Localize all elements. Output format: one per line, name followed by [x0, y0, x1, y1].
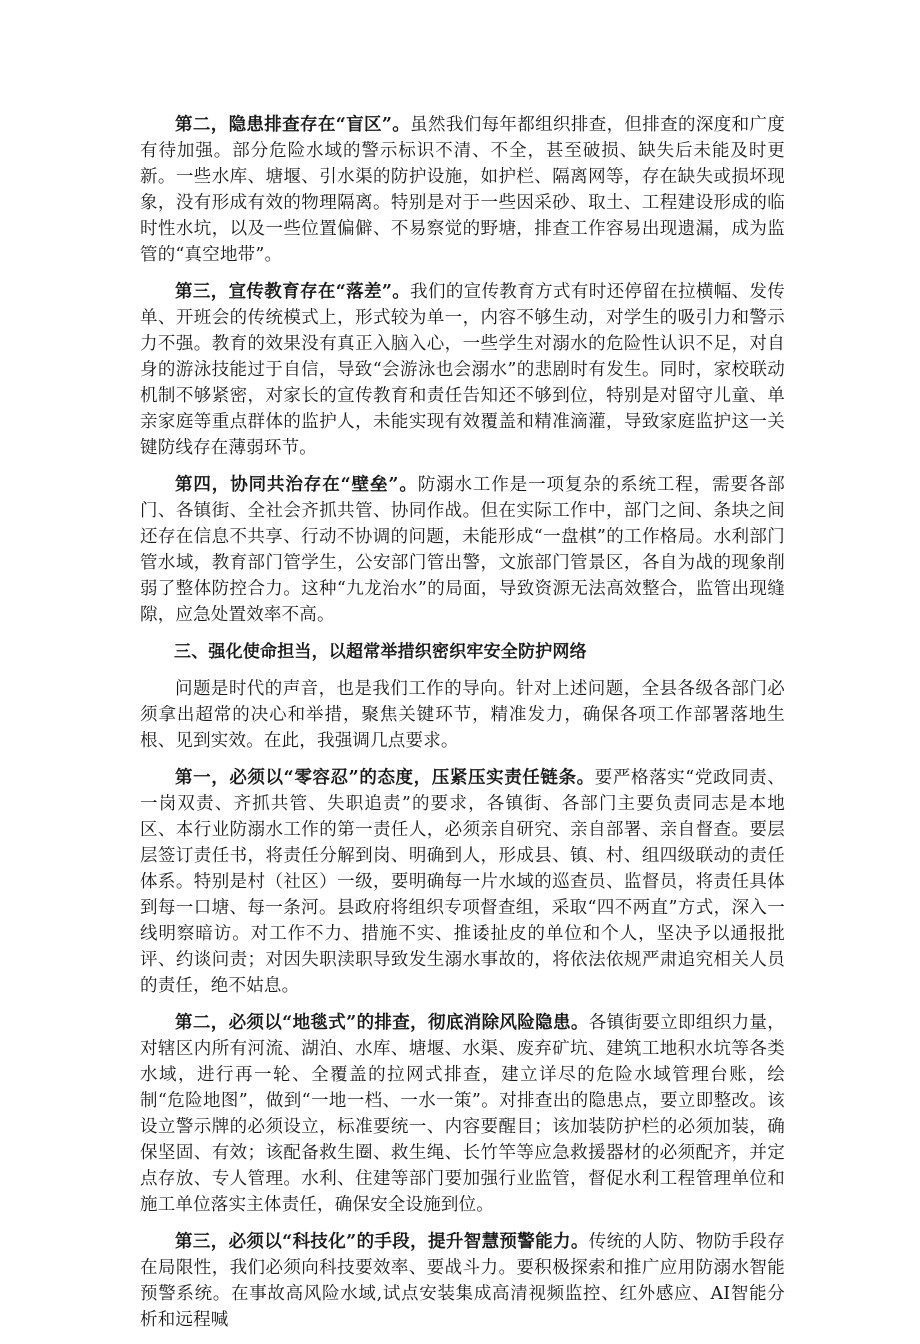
requirement-body: 传统的人防、物防手段存在局限性，我们必须向科技要效率、要战斗力。要积极探索和推广应用防溺水智能预警系统。在事故高风险水域,试点安装集成高清视频监控、红外感应、AI智能分析和远程喊: [140, 1232, 785, 1330]
paragraph-lead: 第二，隐患排查存在“盲区”。: [175, 115, 411, 135]
paragraph-body: 虽然我们每年都组织排查，但排查的深度和广度有待加强。部分危险水域的警示标识不清、不全，甚至破损、缺失后未能及时更新。一些水库、塘堰、引水渠的防护设施，如护栏、隔离网等，存在缺失或损坏现象，没有形成有效的物理隔离。特别是对于一些因采砂、取土、工程建设形成的临时性水坑，以及一些位置偏僻、不易察觉的野塘，排查工作容易出现遗漏，成为监管的“真空地带”。: [140, 115, 785, 265]
requirement-lead: 第一，必须以“零容忍”的态度，压紧压实责任链条。: [175, 768, 595, 788]
paragraph-hidden-danger: [140, 112, 785, 268]
section-heading: 三、强化使命担当，以超常举措织密织牢安全防护网络: [174, 642, 587, 662]
paragraph-lead: 第四，协同共治存在“壁垒”。: [175, 475, 418, 495]
requirement-lead: 第三，必须以“科技化”的手段，提升智慧预警能力。: [175, 1232, 589, 1252]
document-page: [140, 112, 785, 1344]
requirement-inspection: [140, 1010, 785, 1218]
requirement-body: 要严格落实“党政同责、一岗双责、齐抓共管、失职追责”的要求，各镇街、各部门主要负责同志是本地区、本行业防溺水工作的第一责任人，必须亲自研究、亲自部署、亲自督查。要层层签订责任书，将责任分解到岗、明确到人，形成县、镇、村、组四级联动的责任体系。特别是村（社区）一级，要明确每一片水域的巡查员、监督员，将责任具体到每一口塘、每一条河。县政府将组织专项督查组，采取“四不两直”方式，深入一线明察暗访。对工作不力、措施不实、推诿扯皮的单位和个人，坚决予以通报批评、约谈问责；对因失职渎职导致发生溺水事故的，将依法依规严肃追究相关人员的责任，绝不姑息。: [140, 768, 785, 996]
paragraph-lead: 第三，宣传教育存在“落差”。: [175, 282, 411, 302]
paragraph-body: 防溺水工作是一项复杂的系统工程，需要各部门、各镇街、全社会齐抓共管、协同作战。但在实际工作中，部门之间、条块之间还存在信息不共享、行动不协调的问题，未能形成“一盘棋”的工作格局。水利部门管水域，教育部门管学生，公安部门管出警，文旅部门管景区，各自为战的现象削弱了整体防控合力。这种“九龙治水”的局面，导致资源无法高效整合，监管出现缝隙，应急处置效率不高。: [140, 475, 785, 625]
requirement-body: 各镇街要立即组织力量，对辖区内所有河流、湖泊、水库、塘堰、水渠、废弃矿坑、建筑工地积水坑等各类水域，进行再一轮、全覆盖的拉网式排查，建立详尽的危险水域管理台账，绘制“危险地图”，做到“一地一档、一水一策”。对排查出的隐患点，要立即整改。该设立警示牌的必须设立，标准要统一、内容要醒目；该加装防护栏的必须加装，确保坚固、有效；该配备救生圈、救生绳、长竹竿等应急救援器材的必须配齐，并定点存放、专人管理。水利、住建等部门要加强行业监管，督促水利工程管理单位和施工单位落实主体责任，确保安全设施到位。: [140, 1013, 785, 1215]
requirement-technology: [140, 1229, 785, 1333]
paragraph-body: 我们的宣传教育方式有时还停留在拉横幅、发传单、开班会的传统模式上，形式较为单一，内容不够生动，对学生的吸引力和警示力不强。教育的效果没有真正入脑入心，一些学生对溺水的危险性认识不足，对自身的游泳技能过于自信，导致“会游泳也会溺水”的悲剧时有发生。同时，家校联动机制不够紧密，对家长的宣传教育和责任告知还不够到位，特别是对留守儿童、单亲家庭等重点群体的监护人，未能实现有效覆盖和精准滴灌，导致家庭监护这一关键防线存在薄弱环节。: [140, 282, 785, 458]
paragraph-coordination-barrier: [140, 472, 785, 628]
requirement-responsibility: [140, 765, 785, 999]
requirement-lead: 第二，必须以“地毯式”的排查，彻底消除风险隐患。: [175, 1013, 589, 1033]
paragraph-education-gap: [140, 279, 785, 461]
section-intro: 问题是时代的声音，也是我们工作的导向。针对上述问题，全县各级各部门必须拿出超常的决心和举措，聚焦关键环节，精准发力，确保各项工作部署落地生根、见到实效。在此，我强调几点要求。: [140, 679, 785, 751]
